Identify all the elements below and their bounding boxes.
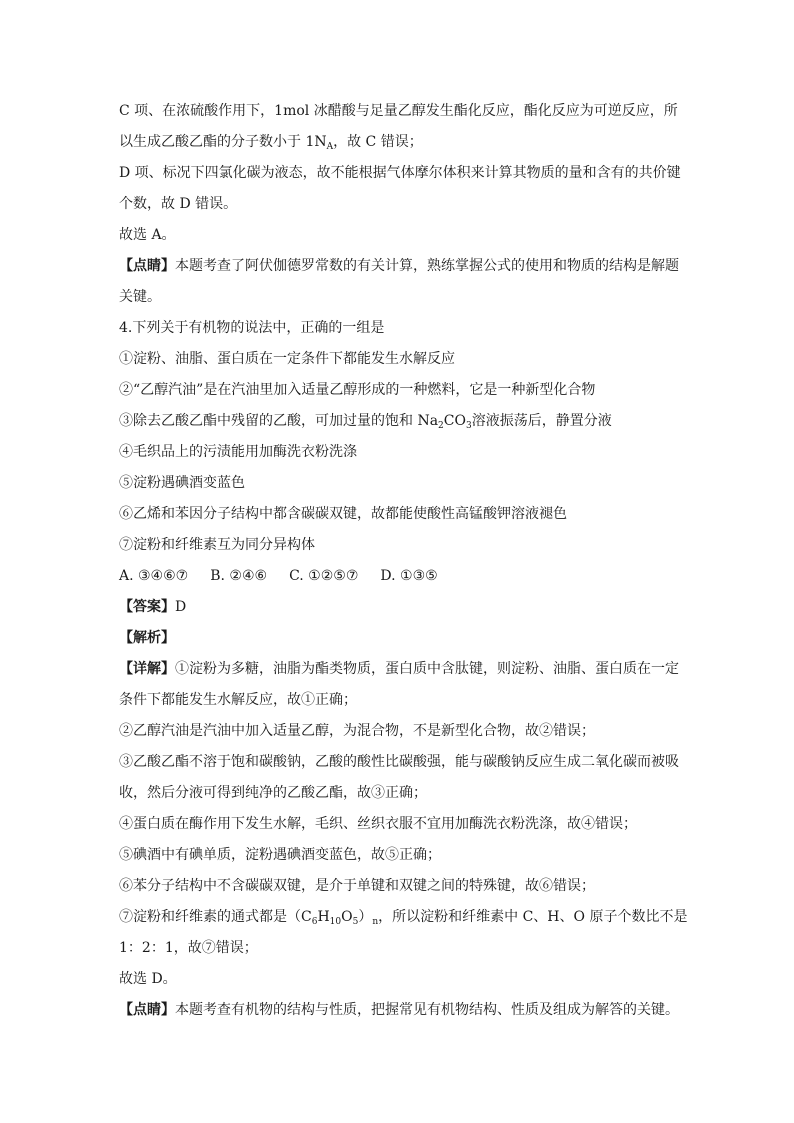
detail-3-line-1: ③乙酸乙酯不溶于饱和碳酸钠，乙酸的酸性比碳酸强，能与碳酸钠反应生成二氧化碳而被吸 <box>119 754 679 770</box>
detail-6: ⑥苯分子结构中不含碳碳双键，是介于单键和双键之间的特殊键，故⑥错误； <box>119 878 595 894</box>
q4-statement-7: ⑦淀粉和纤维素互为同分异构体 <box>119 537 315 553</box>
e7-post: ，所以淀粉和纤维素中 C、H、O 原子个数比不是 <box>378 909 688 925</box>
q4-statement-3 <box>119 406 679 437</box>
e7-m3: ） <box>358 909 373 925</box>
tip-2 <box>119 995 679 1026</box>
c-item-line-2-post: ，故 C 错误； <box>333 134 423 150</box>
e7-sub-2: 10 <box>329 917 342 927</box>
s3-sub-2: 3 <box>465 421 472 431</box>
detail-1-line-1 <box>119 654 679 685</box>
tip-1-line-2: 关键。 <box>119 289 161 305</box>
detail-1-line-2: 条件下都能发生水解反应，故①正确； <box>119 692 357 708</box>
q4-statement-5: ⑤淀粉遇碘酒变蓝色 <box>119 475 245 491</box>
q4-stem: 4.下列关于有机物的说法中，正确的一组是 <box>119 320 385 336</box>
q4-statement-2: ②“乙醇汽油”是在汽油里加入适量乙醇形成的一种燃料，它是一种新型化合物 <box>119 382 596 398</box>
e7-pre: ⑦淀粉和纤维素的通式都是（C <box>119 909 312 925</box>
s3-sub-1: 2 <box>438 421 444 431</box>
c-item-line-2 <box>119 127 679 158</box>
detail-2: ②乙醇汽油是汽油中加入适量乙醇，为混合物，不是新型化合物，故②错误； <box>119 723 595 739</box>
tip-1-text: 本题考查了阿伏伽德罗常数的有关计算，熟练掌握公式的使用和物质的结构是解题 <box>175 258 679 274</box>
q4-statement-6: ⑥乙烯和苯因分子结构中都含碳碳双键，故都能使酸性高锰酸钾溶液褪色 <box>119 506 567 522</box>
detail-7-line-2: 1：2：1，故⑦错误； <box>119 940 258 956</box>
c-item-line-2-pre: 以生成乙酸乙酯的分子数小于 1N <box>119 134 327 150</box>
detail-5: ⑤碘酒中有碘单质，淀粉遇碘酒变蓝色，故⑤正确； <box>119 847 441 863</box>
option-c: C. ①②⑤⑦ <box>289 568 359 584</box>
answer-value: D <box>175 599 187 615</box>
avogadro-subscript: A <box>326 142 334 152</box>
s3-pre: ③除去乙酸乙酯中残留的乙酸，可加过量的饱和 Na <box>119 413 439 429</box>
answer-label: 【答案】 <box>119 599 175 615</box>
q4-answer <box>119 592 679 623</box>
e7-m1: H <box>317 909 330 925</box>
s3-mid: CO <box>443 413 466 429</box>
detail-4: ④蛋白质在酶作用下发生水解，毛织、丝织衣服不宜用加酶洗衣粉洗涤，故④错误； <box>119 816 637 832</box>
e7-sub-4: n <box>372 917 379 927</box>
detail-7-line-1 <box>119 902 688 933</box>
c-item-line-1: C 项、在浓硫酸作用下，1mol 冰醋酸与足量乙醇发生酯化反应，酯化反应为可逆反应，所 <box>119 103 678 119</box>
e7-sub-3: 5 <box>352 917 359 927</box>
q4-statement-1: ①淀粉、油脂、蛋白质在一定条件下都能发生水解反应 <box>119 351 455 367</box>
e7-m2: O <box>341 909 353 925</box>
option-a: A. ③④⑥⑦ <box>119 568 189 584</box>
e7-sub-1: 6 <box>311 917 318 927</box>
q4-statement-4: ④毛织品上的污渍能用加酶洗衣粉洗涤 <box>119 444 357 460</box>
option-d: D. ①③⑤ <box>380 568 438 584</box>
choose-a: 故选 A。 <box>119 227 176 243</box>
tip-2-text: 本题考查有机物的结构与性质，把握常见有机物结构、性质及组成为解答的关键。 <box>175 1002 679 1018</box>
detail-1-text: ①淀粉为多糖，油脂为酯类物质，蛋白质中含肽键，则淀粉、油脂、蛋白质在一定 <box>175 661 679 677</box>
option-b: B. ②④⑥ <box>210 568 268 584</box>
tip-1-line-1 <box>119 251 679 282</box>
detail-3-line-2: 收，然后分液可得到纯净的乙酸乙酯，故③正确； <box>119 785 427 801</box>
s3-post: 溶液振荡后，静置分液 <box>471 413 612 429</box>
q4-options <box>119 561 679 592</box>
document-page <box>119 96 688 1026</box>
d-item-line-1: D 项、标况下四氯化碳为液态，故不能根据气体摩尔体积来计算其物质的量和含有的共价键 <box>119 165 681 181</box>
analysis-label: 【解析】 <box>119 630 175 646</box>
choose-d: 故选 D。 <box>119 971 177 987</box>
tip-2-label: 【点睛】 <box>119 1002 175 1018</box>
d-item-line-2: 个数，故 D 错误。 <box>119 196 238 212</box>
tip-1-label: 【点睛】 <box>119 258 175 274</box>
detail-label: 【详解】 <box>119 661 175 677</box>
